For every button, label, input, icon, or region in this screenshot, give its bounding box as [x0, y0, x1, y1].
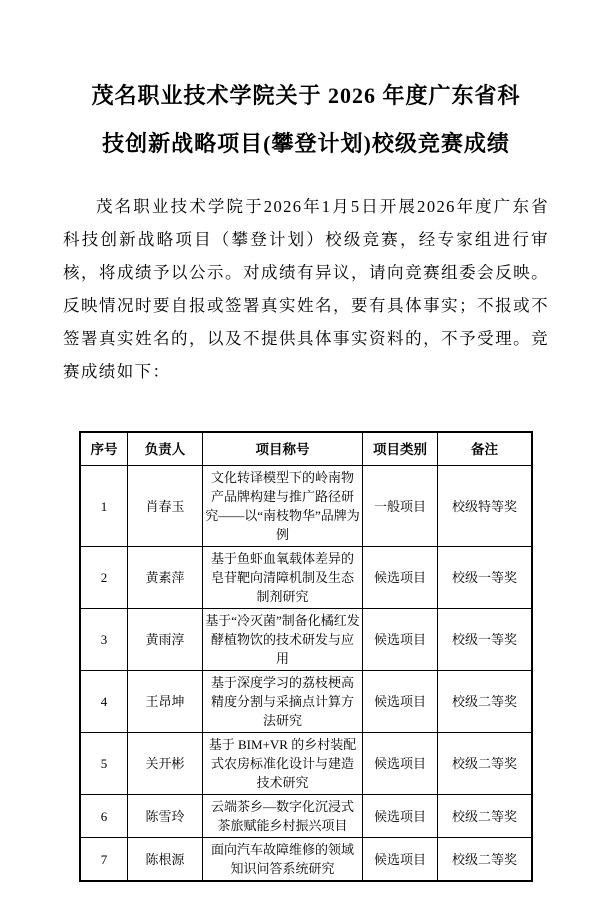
results-table-head: [80, 432, 532, 466]
cell-remark: 校级一等奖: [438, 547, 533, 609]
results-table-body: [80, 466, 532, 882]
cell-category: 候选项目: [363, 795, 438, 838]
header-cell-leader: 负责人: [128, 432, 203, 466]
cell-remark: 校级特等奖: [438, 466, 533, 547]
cell-category: 候选项目: [363, 671, 438, 733]
cell-leader: 黄素萍: [128, 547, 203, 609]
cell-no: 5: [80, 733, 128, 795]
cell-no: 2: [80, 547, 128, 609]
header-row: [80, 432, 532, 466]
announcement-paragraph: 茂名职业技术学院于2026年1月5日开展2026年度广东省科技创新战略项目（攀登计划）校级竞赛，经专家组进行审核，将成绩予以公示。对成绩有异议，请向竞赛组委会反映。反映情况时要自报或签署真实姓名，要有具体事实；不报或不签署真实姓名的，以及不提供具体事实资料的，不予受理。竞赛成绩如下：: [63, 197, 549, 381]
cell-category: 一般项目: [363, 466, 438, 547]
cell-leader: 陈雪玲: [128, 795, 203, 838]
cell-no: 4: [80, 671, 128, 733]
cell-remark: 校级二等奖: [438, 838, 533, 882]
results-table: [79, 431, 533, 882]
cell-leader: 王昂坤: [128, 671, 203, 733]
table-row: [80, 671, 532, 733]
table-row: [80, 733, 532, 795]
cell-no: 1: [80, 466, 128, 547]
cell-no: 6: [80, 795, 128, 838]
table-row: [80, 547, 532, 609]
document-title-line-2: 技创新战略项目(攀登计划)校级竞赛成绩: [102, 131, 510, 156]
header-cell-remark: 备注: [438, 432, 533, 466]
cell-project: 基于 BIM+VR 的乡村装配式农房标准化设计与建造技术研究: [203, 733, 363, 795]
cell-remark: 校级二等奖: [438, 795, 533, 838]
cell-remark: 校级一等奖: [438, 609, 533, 671]
cell-no: 3: [80, 609, 128, 671]
cell-leader: 黄雨淳: [128, 609, 203, 671]
table-row: [80, 609, 532, 671]
document-title: [0, 72, 612, 168]
cell-leader: 陈根源: [128, 838, 203, 882]
cell-leader: 肖春玉: [128, 466, 203, 547]
cell-project: 基于深度学习的荔枝梗高精度分割与采摘点计算方法研究: [203, 671, 363, 733]
cell-category: 候选项目: [363, 733, 438, 795]
cell-remark: 校级二等奖: [438, 671, 533, 733]
cell-project: 基于鱼虾血氧载体差异的皂苷靶向清障机制及生态制剂研究: [203, 547, 363, 609]
cell-project: 文化转译模型下的岭南物产品牌构建与推广路径研究——以“南枝物华”品牌为例: [203, 466, 363, 547]
header-cell-project: 项目称号: [203, 432, 363, 466]
table-row: [80, 838, 532, 882]
header-cell-no: 序号: [80, 432, 128, 466]
header-cell-category: 项目类别: [363, 432, 438, 466]
cell-remark: 校级二等奖: [438, 733, 533, 795]
cell-project: 面向汽车故障维修的领域知识问答系统研究: [203, 838, 363, 882]
cell-leader: 关开彬: [128, 733, 203, 795]
document-title-line-1: 茂名职业技术学院关于 2026 年度广东省科: [91, 83, 521, 108]
table-row: [80, 795, 532, 838]
cell-project: 基于“冷灭菌”制备化橘红发酵植物饮的技术研发与应用: [203, 609, 363, 671]
cell-category: 候选项目: [363, 838, 438, 882]
cell-no: 7: [80, 838, 128, 882]
cell-project: 云端茶乡—数字化沉浸式茶旅赋能乡村振兴项目: [203, 795, 363, 838]
table-row: [80, 466, 532, 547]
document-page: [0, 72, 612, 907]
cell-category: 候选项目: [363, 547, 438, 609]
cell-category: 候选项目: [363, 609, 438, 671]
